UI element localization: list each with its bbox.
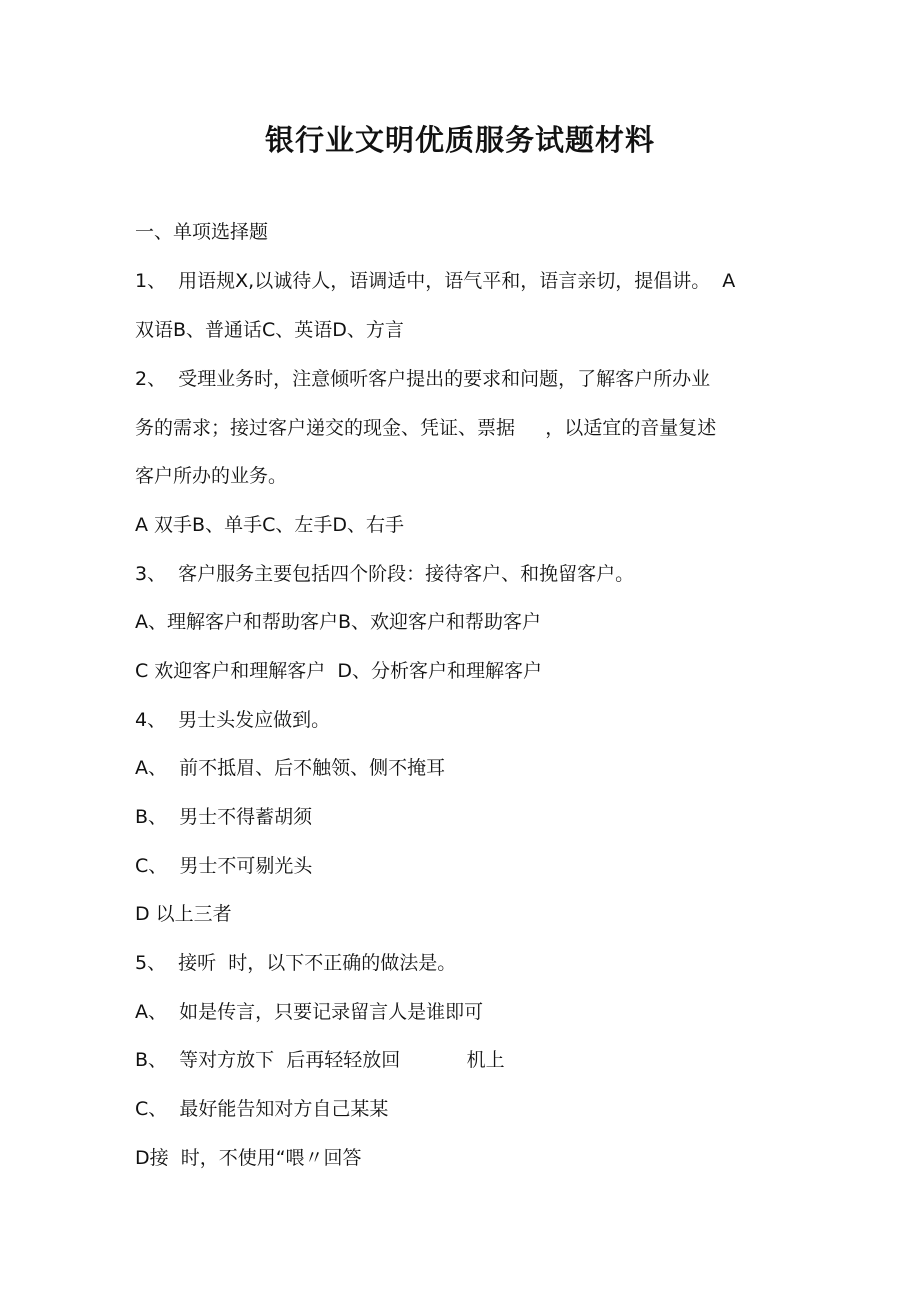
question-3-options-cd: C 欢迎客户和理解客户 D、分析客户和理解客户: [135, 660, 543, 682]
question-2-text-line-3: 客户所办的业务。: [135, 465, 288, 487]
question-3-text: 3、 客户服务主要包括四个阶段：接待客户、和挽留客户。: [135, 563, 635, 585]
question-4-option-a: A、 前不抵眉、后不触领、侧不掩耳: [135, 757, 446, 779]
document-title: 银行业文明优质服务试题材料: [264, 123, 655, 157]
section-heading: 一、单项选择题: [135, 221, 269, 243]
question-5-option-b: B、 等对方放下 后再轻轻放回 机上: [135, 1049, 505, 1071]
question-2-options: A 双手B、单手C、左手D、右手: [135, 514, 404, 536]
question-5-option-d: D接 时，不使用“喂〃回答: [135, 1147, 362, 1169]
question-5-text: 5、 接听 时，以下不正确的做法是。: [135, 952, 457, 974]
question-5-option-a: A、 如是传言，只要记录留言人是谁即可: [135, 1001, 484, 1023]
question-2-text-line-1: 2、 受理业务时，注意倾听客户提出的要求和问题，了解客户所办业: [135, 368, 711, 390]
question-4-text: 4、 男士头发应做到。: [135, 709, 331, 731]
question-1-options: 双语B、普通话C、英语D、方言: [135, 319, 404, 341]
question-5-option-c: C、 最好能告知对方自己某某: [135, 1098, 389, 1120]
question-1-text: 1、 用语规X,以诚待人，语调适中，语气平和，语言亲切，提倡讲。 A: [135, 270, 736, 292]
question-4-option-b: B、 男士不得蓄胡须: [135, 806, 313, 828]
question-3-options-ab: A、理解客户和帮助客户B、欢迎客户和帮助客户: [135, 611, 542, 633]
question-4-option-d: D 以上三者: [135, 903, 232, 925]
question-4-option-c: C、 男士不可剔光头: [135, 855, 313, 877]
question-2-text-line-2: 务的需求；接过客户递交的现金、凭证、票据 ，以适宜的音量复述: [135, 417, 717, 439]
